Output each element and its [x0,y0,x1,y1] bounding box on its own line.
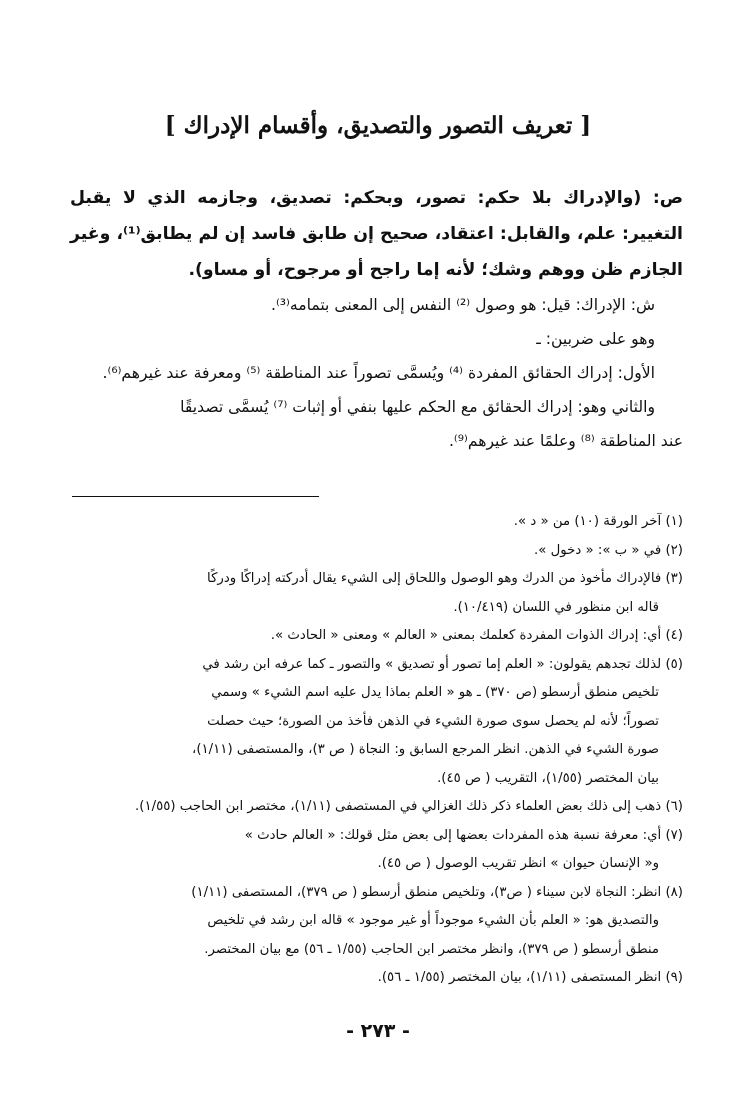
page-number: - ٢٧٣ - [346,1020,410,1042]
footnote-line: بيان المختصر (١/٥٥)، التقريب ( ص ٤٥). [437,770,659,786]
sharh-line: الأول: إدراك الحقائق المفردة ⁽⁴⁾ ويُسمَّى تصوراً عند المناطقة ⁽⁵⁾ ومعرفة عند غيرهم⁽⁶⁾. [102,364,655,382]
footnote-divider [72,496,319,497]
footnote-line: (٦) ذهب إلى ذلك بعض العلماء ذكر ذلك الغزالي في المستصفى (١/١١)، مختصر ابن الحاجب (١/٥٥). [135,799,683,814]
footnote-line: والتصديق هو: « العلم بأن الشيء موجوداً أو غير موجود » قاله ابن رشد في تلخيص [207,913,659,928]
footnote-line: تصوراً؛ لأنه لم يحصل سوى صورة الشيء في الذهن فأخذ من الصورة؛ حيث حصلت [207,713,659,729]
sharh-line: ش: الإدراك: قيل: هو وصول ⁽²⁾ النفس إلى المعنى بتمامه⁽³⁾. [270,296,655,314]
footnote-line: (٤) أي: إدراك الذوات المفردة كعلمك بمعنى « العالم » ومعنى « الحادث ». [270,628,683,643]
footnote-5 [70,651,683,794]
footnote-4 [70,622,683,651]
sharh-paragraph [70,391,683,424]
main-text [70,180,683,458]
footnote-3 [70,565,683,622]
footnote-6 [70,793,683,822]
footnote-line: منطق أرسطو ( ص ٣٧٩)، وانظر مختصر ابن الحاجب (١/٥٥ ـ ٥٦) مع بيان المختصر. [204,941,659,957]
footnotes [70,508,683,993]
section-title: [ تعريف التصور والتصديق، وأقسام الإدراك ] [164,112,592,139]
sharh-line: عند المناطقة ⁽⁸⁾ وعلمًا عند غيرهم⁽⁹⁾. [448,432,683,450]
footnote-8 [70,879,683,965]
footnote-line: صورة الشيء في الذهن. انظر المرجع السابق و: النجاة ( ص ٣)، والمستصفى (١/١١)، [192,742,659,757]
footnote-line: (٩) انظر المستصفى (١/١١)، بيان المختصر (١/٥٥ ـ ٥٦). [377,970,683,985]
sharh-line: وهو على ضربين: ـ [536,330,655,348]
footnote-line: (٣) فالإدراك مأخوذ من الدرك وهو الوصول واللحاق إلى الشيء يقال أدركته إدراكًا ودركًا [207,571,683,586]
footnote-line: (٧) أي: معرفة نسبة هذه المفردات بعضها إلى بعض مثل قولك: « العالم حادث » [244,827,683,843]
footnote-7 [70,822,683,879]
matn-paragraph [70,180,683,288]
footnote-1 [70,508,683,537]
footnote-line: (٢) في « ب »: « دخول ». [533,542,683,558]
matn-line: ظن ووهم وشك؛ لأنه إما راجح أو مرجوح، أو مساو). [188,260,623,280]
matn-line: ص: (والإدراك بلا حكم: تصور، وبحكم: تصديق، وجازمه الذي لا يقبل [70,188,683,208]
footnote-line: قاله ابن منظور في اللسان (١٠/٤١٩). [453,599,659,615]
footnote-9 [70,964,683,993]
footnote-line: تلخيص منطق أرسطو (ص ٣٧٠) ـ هو « العلم بماذا يدل عليه اسم الشيء » وسمي [211,685,659,700]
footnote-line: (٥) لذلك تجدهم يقولون: « العلم إما تصور أو تصديق » والتصور ـ كما عرفه ابن رشد في [202,656,683,672]
footnote-line: و« الإنسان حيوان » انظر تقريب الوصول ( ص ٤٥). [377,856,659,871]
footnote-line: (٨) انظر: النجاة لابن سيناء ( ص٣)، وتلخيص منطق أرسطو ( ص ٣٧٩)، المستصفى (١/١١) [191,884,683,900]
footnote-line: (١) آخر الورقة (١٠) من « د ». [513,514,683,529]
matn-line: التغيير: علم، والقابل: اعتقاد، صحيح إن طابق فاسد إن لم يطابق⁽¹⁾، وغير الجازم [70,224,683,280]
sharh-line: والثاني وهو: إدراك الحقائق مع الحكم عليها بنفي أو إثبات ⁽⁷⁾ يُسمَّى تصديقًا [180,398,655,416]
footnote-2 [70,537,683,566]
